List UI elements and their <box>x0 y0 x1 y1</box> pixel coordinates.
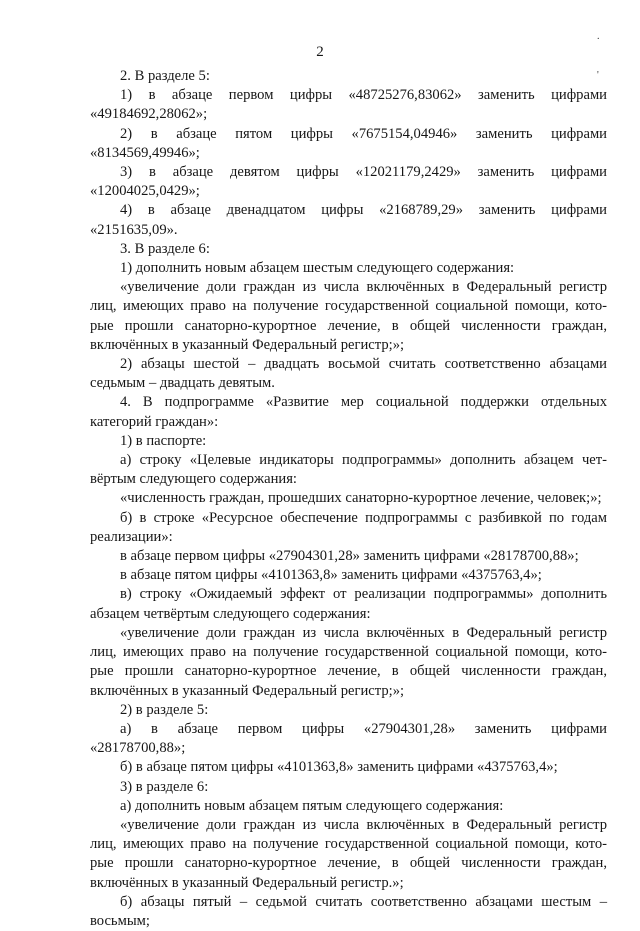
text-line-l10: 3. В разделе 6: <box>120 240 210 257</box>
text-line-l37: б) в абзаце пятом цифры «4101363,8» заменить цифрами «4375763,4»; <box>120 759 558 776</box>
text-line-l30: «увеличение доли граждан из числа включённых в Федеральный регистр <box>120 624 607 641</box>
text-line-l25: реализации»: <box>90 528 173 545</box>
text-line-l13: лиц, имеющих право на получение государственной социальной помощи, кото- <box>90 298 607 315</box>
document-body <box>90 67 607 931</box>
text-line-l18: 4. В подпрограмме «Развитие мер социальной поддержки отдельных <box>120 394 607 411</box>
text-line-l17: седьмым – двадцать девятым. <box>90 375 275 392</box>
text-line-l24: б) в строке «Ресурсное обеспечение подпрограммы с разбивкой по годам <box>120 509 607 526</box>
text-line-l05: «8134569,49946»; <box>90 144 200 161</box>
text-line-l20: 1) в паспорте: <box>120 432 207 449</box>
text-line-l31: лиц, имеющих право на получение государственной социальной помощи, кото- <box>90 644 607 661</box>
text-line-l39: а) дополнить новым абзацем пятым следующего содержания: <box>120 797 504 814</box>
text-line-l21: а) строку «Целевые индикаторы подпрограммы» дополнить абзацем чет- <box>120 452 607 469</box>
text-line-l01: 2. В разделе 5: <box>120 68 210 84</box>
text-line-l07: «12004025,0429»; <box>90 183 200 200</box>
scan-speck: ' <box>597 70 599 81</box>
text-line-l34: 2) в разделе 5: <box>120 701 209 718</box>
text-line-l14: рые прошли санаторно-курортное лечение, в общей численности граждан, <box>90 317 607 334</box>
text-line-l29: абзацем четвёртым следующего содержания: <box>90 605 371 622</box>
text-line-l19: категорий граждан»: <box>90 413 219 430</box>
text-line-l15: включённых в указанный Федеральный регистр;»; <box>90 336 405 353</box>
text-line-l41: лиц, имеющих право на получение государственной социальной помощи, кото- <box>90 836 607 853</box>
text-line-l22: вёртым следующего содержания: <box>90 471 297 488</box>
text-line-l32: рые прошли санаторно-курортное лечение, в общей численности граждан, <box>90 663 607 680</box>
text-line-l40: «увеличение доли граждан из числа включённых в Федеральный регистр <box>120 816 607 833</box>
text-line-l16: 2) абзацы шестой – двадцать восьмой считать соответственно абзацами <box>120 356 607 373</box>
text-line-l02: 1) в абзаце первом цифры «48725276,83062» заменить цифрами <box>120 87 607 104</box>
text-line-l33: включённых в указанный Федеральный регистр;»; <box>90 682 405 699</box>
text-line-l28: в) строку «Ожидаемый эффект от реализации подпрограммы» дополнить <box>120 586 607 603</box>
text-line-l04: 2) в абзаце пятом цифры «7675154,04946» заменить цифрами <box>120 125 607 142</box>
page-number: 2 <box>316 44 324 60</box>
text-line-l08: 4) в абзаце двенадцатом цифры «2168789,29» заменить цифрами <box>120 202 607 219</box>
text-line-l35: а) в абзаце первом цифры «27904301,28» заменить цифрами <box>120 720 607 737</box>
text-line-l43: включённых в указанный Федеральный регистр.»; <box>90 874 404 891</box>
text-line-l45: восьмым; <box>90 912 150 929</box>
scan-speck: . <box>597 31 600 42</box>
text-line-l12: «увеличение доли граждан из числа включённых в Федеральный регистр <box>120 279 607 296</box>
text-line-l42: рые прошли санаторно-курортное лечение, в общей численности граждан, <box>90 855 607 872</box>
text-line-l44: б) абзацы пятый – седьмой считать соответственно абзацами шестым – <box>120 893 607 910</box>
text-line-l36: «28178700,88»; <box>90 740 186 757</box>
text-line-l03: «49184692,28062»; <box>90 106 208 123</box>
text-line-l11: 1) дополнить новым абзацем шестым следующего содержания: <box>120 260 515 277</box>
text-line-l26: в абзаце первом цифры «27904301,28» заменить цифрами «28178700,88»; <box>120 548 579 565</box>
text-line-l23: «численность граждан, прошедших санаторно-курортное лечение, человек;»; <box>120 490 602 507</box>
text-line-l09: «2151635,09». <box>90 221 178 238</box>
text-line-l27: в абзаце пятом цифры «4101363,8» заменить цифрами «4375763,4»; <box>120 567 542 584</box>
text-line-l06: 3) в абзаце девятом цифры «12021179,2429» заменить цифрами <box>120 164 607 181</box>
text-line-l38: 3) в разделе 6: <box>120 778 209 795</box>
